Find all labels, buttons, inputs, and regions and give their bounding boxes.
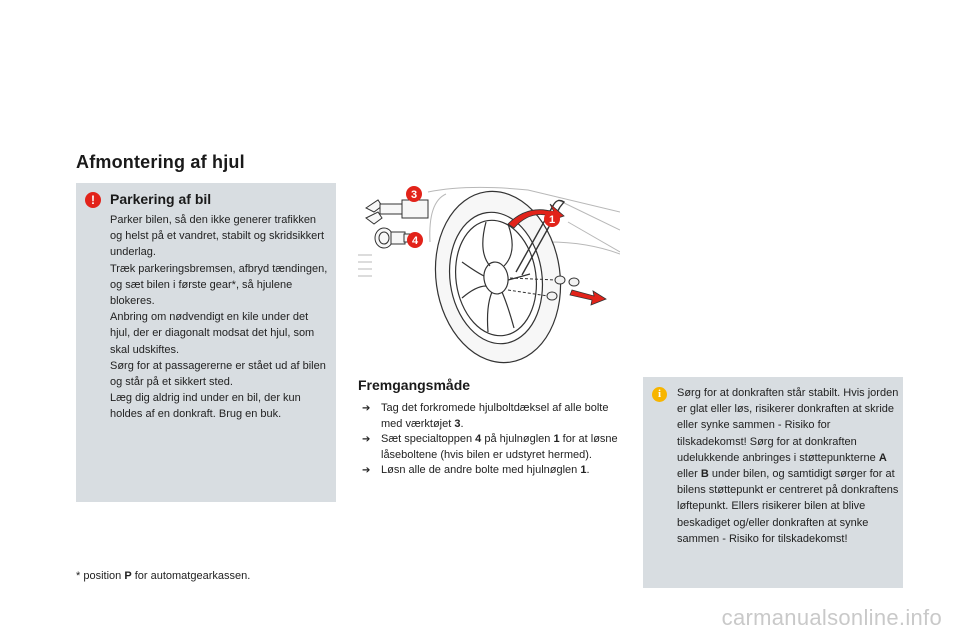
warning-paragraph: Træk parkeringsbremsen, afbryd tændingen, og sæt bilen i første gear*, så hjulene blokeres. bbox=[110, 262, 328, 308]
text-run: under bilen, og samtidigt sørger for at bilens støttepunkt er centreret på donkraftens løftepunkt. Ellers risikerer bilen at blive beskadiget og/eller donkraften at synke sammen - Risiko for tilskadekomst! bbox=[677, 468, 899, 545]
warning-icon: ! bbox=[85, 192, 101, 208]
callout-3 bbox=[406, 186, 422, 202]
bold-reference: 1 bbox=[580, 464, 587, 477]
hubcap-tool-3 bbox=[366, 200, 428, 224]
page-title: Afmontering af hjul bbox=[76, 152, 245, 172]
warning-text bbox=[110, 212, 328, 423]
text-run: eller bbox=[677, 468, 701, 481]
arrow-bullet-icon: ➔ bbox=[362, 403, 371, 414]
warning-paragraph: Parker bilen, så den ikke generer trafikken og helst på et vandret, stabilt og skridsikkert underlag. bbox=[110, 214, 324, 259]
warning-paragraph: Anbring om nødvendigt en kile under det hjul, der er diagonalt modsat det hjul, som skal udskiftes. bbox=[110, 311, 315, 356]
bold-reference: A bbox=[878, 451, 887, 464]
procedure-step bbox=[362, 463, 624, 479]
warning-title: Parkering af bil bbox=[110, 191, 212, 207]
arrow-bullet-icon: ➔ bbox=[362, 434, 371, 446]
bold-reference: 3 bbox=[454, 417, 461, 430]
text-run: Sørg for at donkraften står stabilt. Hvis jorden er glat eller løs, risikerer donkraften at skride eller synke sammen - Risiko for tilskadekomst! Sørg for at donkraften udelukkende anbringes i støttepunkterne bbox=[677, 387, 899, 464]
arrow-bullet-icon: ➔ bbox=[362, 465, 371, 477]
callout-1-label: 1 bbox=[548, 214, 556, 226]
procedure-list bbox=[362, 401, 624, 479]
warning-box bbox=[76, 183, 336, 502]
info-text bbox=[677, 385, 899, 547]
footnote bbox=[76, 570, 250, 582]
callout-4-label: 4 bbox=[411, 235, 419, 247]
footnote-bold: P bbox=[124, 570, 132, 582]
text-run: . bbox=[586, 464, 590, 477]
warning-paragraph: Læg dig aldrig ind under en bil, der kun holdes af en donkraft. Brug en buk. bbox=[110, 392, 301, 421]
bold-reference: 1 bbox=[553, 433, 560, 446]
text-run: Sæt specialtoppen bbox=[381, 433, 476, 446]
bold-reference: B bbox=[700, 468, 709, 481]
footnote-text: * position bbox=[76, 570, 125, 582]
callout-4 bbox=[407, 232, 423, 248]
text-run: Tag det forkromede hjulboltdæksel af alle bolte med værktøjet bbox=[381, 402, 609, 430]
text-run: på hjulnøglen bbox=[481, 433, 554, 446]
text-run: Løsn alle de andre bolte med hjulnøglen bbox=[381, 464, 581, 477]
info-icon: i bbox=[652, 387, 667, 402]
callout-3-label: 3 bbox=[410, 189, 418, 201]
text-run: for at løsne låseboltene (hvis bilen er udstyret hermed). bbox=[381, 433, 618, 461]
callout-1 bbox=[544, 211, 560, 227]
procedure-step bbox=[362, 401, 624, 432]
watermark: carmanualsonline.info bbox=[721, 605, 942, 630]
warning-paragraph: Sørg for at passagererne er stået ud af bilen og står på et sikkert sted. bbox=[110, 359, 326, 389]
text-run: . bbox=[460, 417, 464, 430]
info-box bbox=[643, 377, 903, 588]
bold-reference: 4 bbox=[475, 433, 482, 446]
wheel-removal-illustration bbox=[358, 182, 620, 374]
procedure-step bbox=[362, 432, 624, 463]
procedure-title: Fremgangsmåde bbox=[358, 377, 471, 393]
footnote-text: for automatgearkassen. bbox=[131, 570, 251, 582]
socket-tool-4 bbox=[375, 228, 410, 248]
remove-arrow-icon bbox=[570, 290, 606, 305]
